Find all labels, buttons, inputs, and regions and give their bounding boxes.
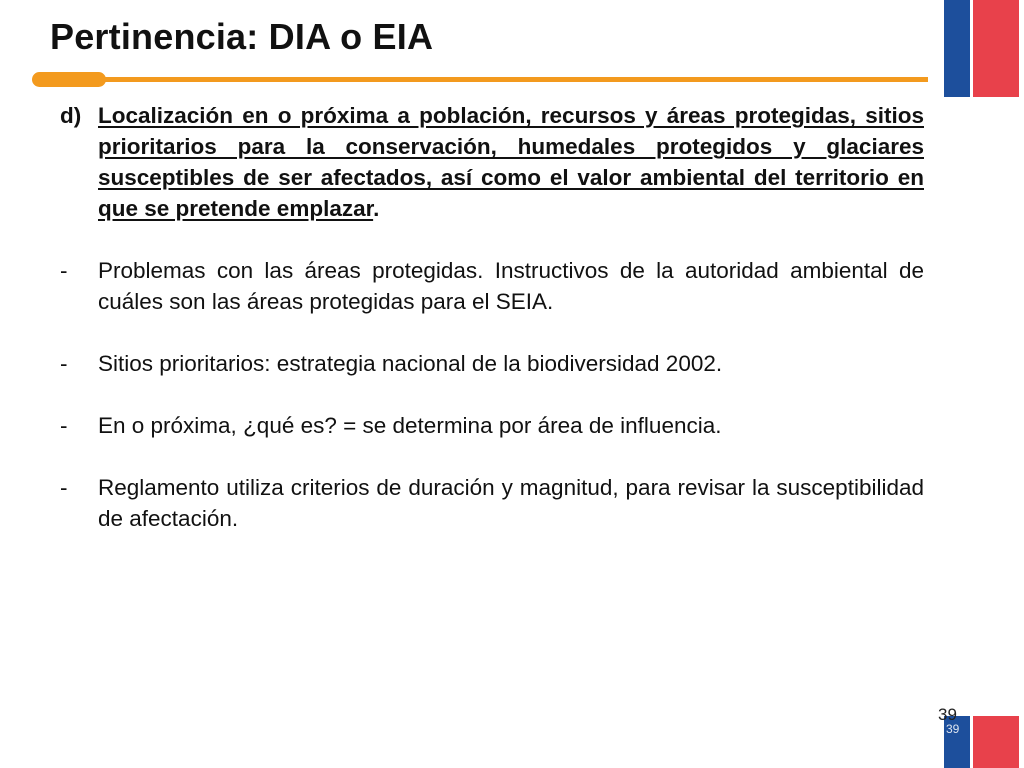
page-number-small: 39 — [946, 722, 960, 736]
title-underline-rule — [104, 77, 928, 82]
list-item-text: Problemas con las áreas protegidas. Instructivos de la autoridad ambiental de cuáles son las áreas protegidas para el SEIA. — [98, 258, 924, 314]
criterion-d-text: Localización en o próxima a población, recursos y áreas protegidas, sitios prioritarios para la conservación, humedales protegidos y glaciares susceptibles de ser afectados, así como el valor ambiental del territorio en que se pretende emplazar — [98, 103, 924, 221]
list-marker: - — [60, 475, 68, 500]
list-marker: - — [60, 258, 68, 283]
criterion-d — [60, 100, 924, 224]
list-item-text: Reglamento utiliza criterios de duración y magnitud, para revisar la susceptibilidad de afectación. — [98, 475, 924, 531]
slide-content — [60, 100, 924, 565]
flag-red-stripe — [973, 0, 1019, 97]
list-item — [60, 410, 924, 441]
list-item — [60, 348, 924, 379]
criterion-d-period: . — [373, 196, 380, 221]
list-marker: - — [60, 413, 68, 438]
list-marker: - — [60, 351, 68, 376]
list-item-text: En o próxima, ¿qué es? = se determina por área de influencia. — [98, 413, 722, 438]
page-number: 39 — [938, 705, 957, 724]
flag-blue-stripe — [944, 0, 970, 97]
flag-red-stripe — [973, 716, 1019, 768]
list-item — [60, 255, 924, 317]
flag-decoration-top — [944, 0, 1019, 97]
list-item-text: Sitios prioritarios: estrategia nacional de la biodiversidad 2002. — [98, 351, 723, 376]
list-marker: d) — [60, 103, 82, 128]
slide-title: Pertinencia: DIA o EIA — [50, 16, 434, 57]
title-accent-pill — [32, 72, 106, 87]
list-item — [60, 472, 924, 534]
